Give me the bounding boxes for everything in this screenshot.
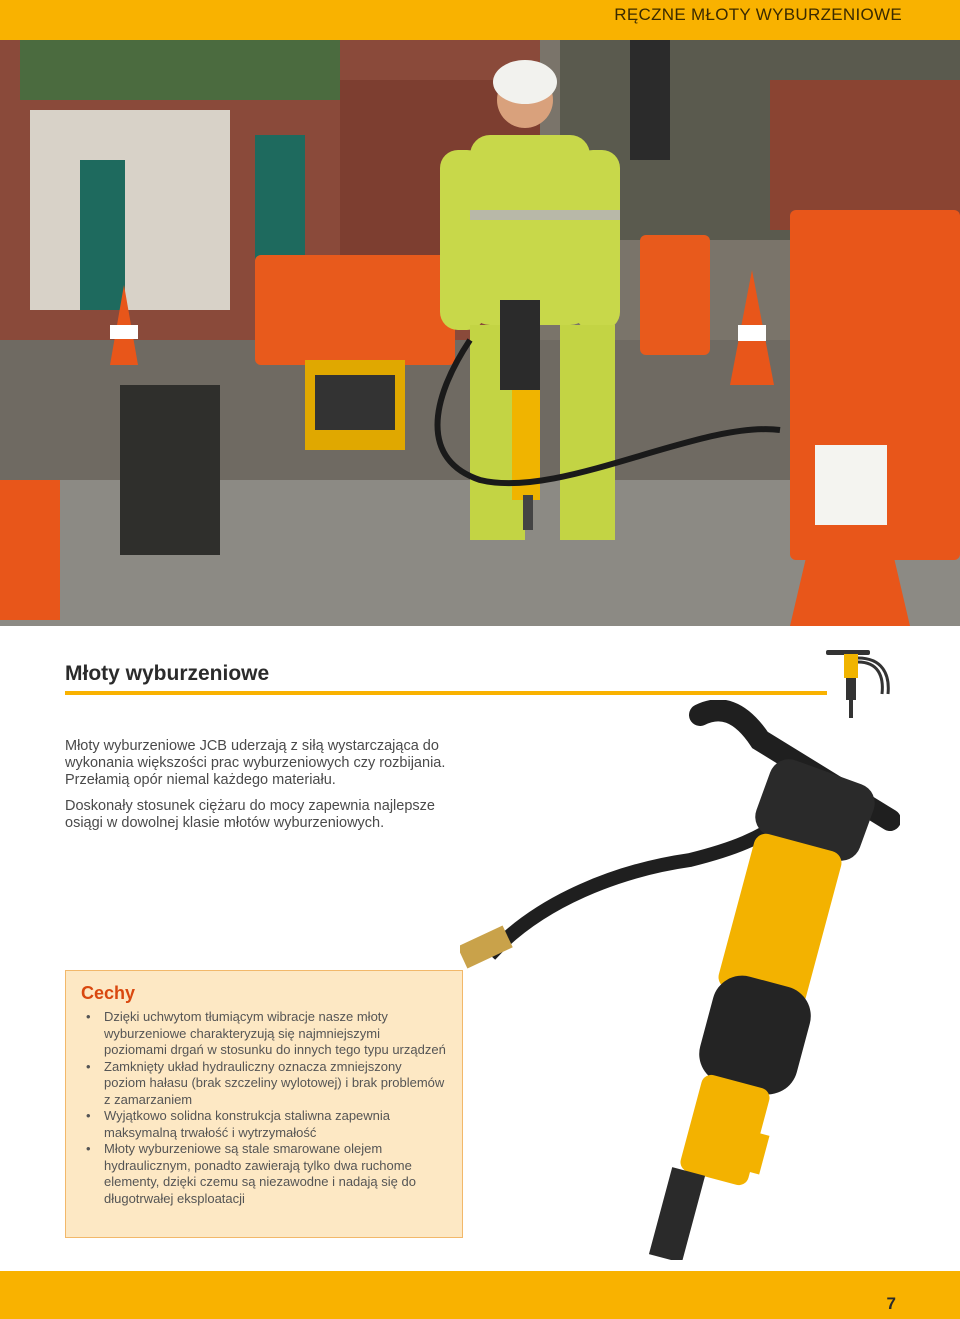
list-item: • Młoty wyburzeniowe są stale smarowane olejem hydraulicznym, ponadto zawierają tylko dwa ruchome elementy, dzięki czemu są niezawodne i nadają się do długotrwałej eksploatacji	[86, 1141, 446, 1207]
heading-rule	[65, 691, 827, 695]
features-title: Cechy	[81, 983, 136, 1003]
list-item: • Wyjątkowo solidna konstrukcja staliwna zapewnia maksymalną trwałość i wytrzymałość	[86, 1108, 446, 1141]
list-item: • Zamknięty układ hydrauliczny oznacza zmniejszony poziom hałasu (brak szczeliny wylotowej) i brak problemów z zamarzaniem	[86, 1059, 446, 1109]
list-item: • Dzięki uchwytom tłumiącym wibracje nasze młoty wyburzeniowe charakteryzują się najmniejszymi poziomami drgań w stosunku do innych tego typu urządzeń	[86, 1009, 446, 1059]
page-number: 7	[886, 1294, 896, 1313]
intro-paragraph: Doskonały stosunek ciężaru do mocy zapewnia najlepsze osiągi w dowolnej klasie młotów wyburzeniowych.	[65, 798, 435, 831]
features-list	[86, 1009, 446, 1207]
footer-bar	[0, 1271, 960, 1319]
worksite-photo	[0, 40, 960, 626]
header-title: RĘCZNE MŁOTY WYBURZENIOWE	[614, 5, 902, 24]
section-heading: Młoty wyburzeniowe	[65, 662, 270, 685]
intro-paragraph: Młoty wyburzeniowe JCB uderzają z siłą wystarczająca do wykonania większości prac wyburzeniowych czy rozbijania. Przełamią opór niemal każdego materiału.	[65, 738, 446, 788]
intro-text	[65, 738, 465, 841]
features-box	[65, 970, 463, 1238]
header-bar	[0, 0, 960, 40]
demolition-hammer-image	[460, 700, 900, 1265]
